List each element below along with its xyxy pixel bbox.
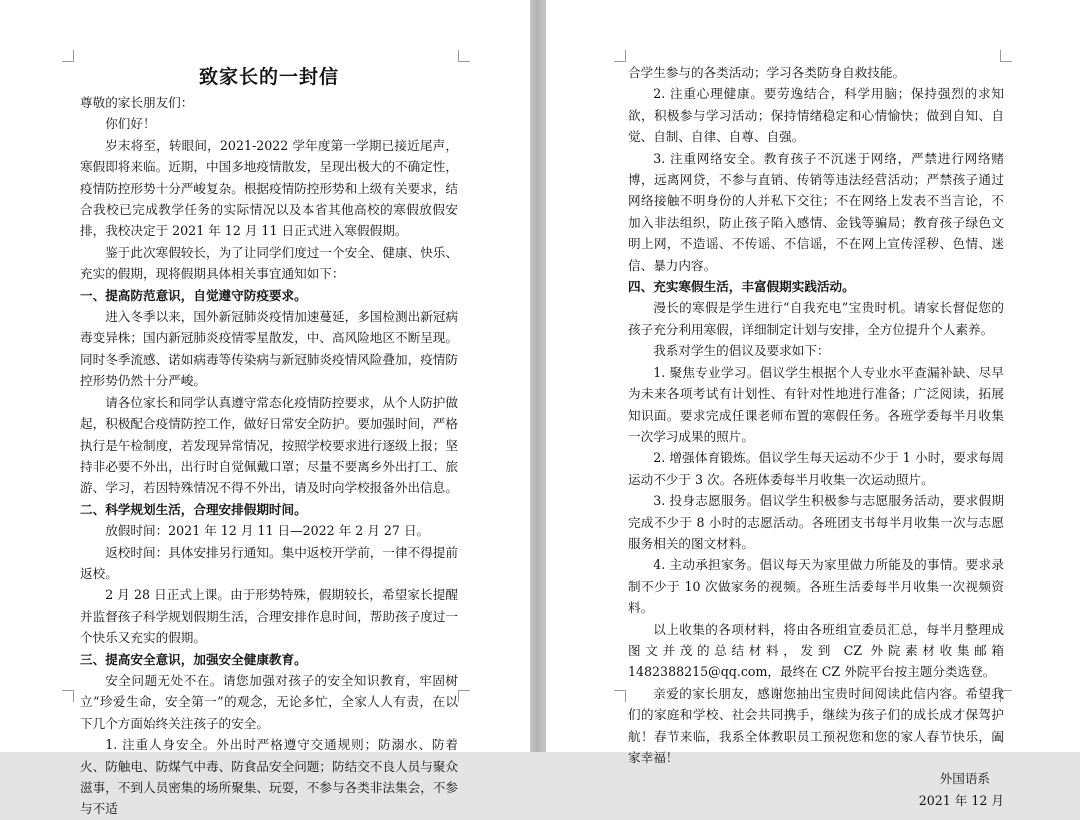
page-gutter [530,0,546,752]
body-paragraph: 2. 注重心理健康。要劳逸结合，科学用脑；保持强烈的求知欲，积极参与学习活动；保持情绪稳定和心情愉快；做到自知、自觉、自制、自律、自尊、自强。 [628,86,1004,145]
signature: 外国语系 [939,771,990,787]
hello-line: 你们好！ [105,116,156,132]
margin-corner-mark [614,690,626,702]
section-heading: 一、提高防范意识，自觉遵守防疫要求。 [80,287,307,303]
body-paragraph: 以上收集的各项材料，将由各班组宣委员汇总，每半月整理成图文并茂的总结材料，发到 CZ 外院素材收集邮箱 1482388215@qq.com，最终在 CZ 外院平台按主题分类选登。 [628,621,1004,680]
body-paragraph: 我系对学生的倡议及要求如下： [653,343,830,359]
body-paragraph: 进入冬季以来，国外新冠肺炎疫情加速蔓延，多国检测出新冠病毒变异株；国内新冠肺炎疫情零星散发，中、高风险地区不断呈现。同时冬季流感、诺如病毒等传染病与新冠肺炎疫情风险叠加，疫情防控形势仍然十分严峻。 [80,309,458,389]
section-heading: 二、科学规划生活，合理安排假期时间。 [80,501,307,517]
body-paragraph: 3. 投身志愿服务。倡议学生积极参与志愿服务活动，要求假期完成不少于 8 小时的志愿活动。各班团支书每半月收集一次与志愿服务相关的图文材料。 [628,493,1004,551]
body-paragraph: 1. 聚焦专业学习。倡议学生根据个人专业水平查漏补缺、尽早为未来各项考试有计划性、有针对性地进行准备；广泛阅读，拓展知识面。要求完成任课老师布置的寒假任务。各班学委每半月收集一次学习成果的照片。 [628,364,1004,444]
margin-corner-mark [458,690,470,702]
letter-date: 2021 年 12 月 [918,792,1004,808]
document-page-left [0,0,530,817]
margin-corner-mark [614,50,626,62]
left-page-text [80,62,458,817]
margin-corner-mark [458,50,470,62]
body-paragraph: 4. 主动承担家务。倡议每天为家里做力所能及的事情。要求录制不少于 10 次做家务的视频。各班生活委每半月收集一次视频资料。 [628,557,1004,616]
greeting: 尊敬的家长朋友们： [80,95,194,110]
right-page-text [628,62,1004,808]
document-page-right [546,0,1080,808]
margin-corner-mark [62,50,74,62]
margin-corner-mark [62,690,74,702]
body-paragraph: 合学生参与的各类活动；学习各类防身自救技能。 [628,65,906,80]
body-paragraph: 请各位家长和同学认真遵守常态化疫情防控要求，从个人防护做起，积极配合疫情防控工作，做好日常安全防护。要加强时间，严格执行是午检制度，若发现异常情况，按照学校要求进行逐级上报；坚持非必要不外出，出行时自觉佩戴口罩；尽量不要离乡外出打工、旅游、学习，若因特殊情况不得不外出，请及时向学校报备外出信息。 [80,394,458,496]
intro-paragraph: 鉴于此次寒假较长，为了让同学们度过一个安全、健康、快乐、充实的假期，现将假期具体相关事宜通知如下： [80,244,458,282]
body-paragraph: 放假时间：2021 年 12 月 11 日—2022 年 2 月 27 日。 [105,523,430,539]
body-paragraph: 3. 注重网络安全。教育孩子不沉迷于网络，严禁进行网络赌博，远离网贷，不参与直销、传销等违法经营活动；严禁孩子通过网络接触不明身份的人并私下交往；不在网络上发表不当言论，不加入非法组织，防止孩子陷入感情、金钱等骗局；教育孩子绿色文明上网，不造谣、不传谣、不信谣，不在网上宣传淫秽、色情、迷信、暴力内容。 [628,150,1004,273]
body-paragraph: 2. 增强体育锻炼。倡议学生每天运动不少于 1 小时，要求每周运动不少于 3 次。各班体委每半月收集一次运动照片。 [628,450,1004,487]
closing-paragraph: 亲爱的家长朋友，感谢您抽出宝贵时间阅读此信内容。希望我们的家庭和学校、社会共同携手，继续为孩子们的成长成才保驾护航！春节来临，我系全体教职员工预祝您和您的家人春节快乐，阖家幸福！ [628,685,1004,765]
intro-paragraph: 岁末将至，转眼间，2021-2022 学年度第一学期已接近尾声，寒假即将来临。近期，中国多地疫情散发，呈现出极大的不确定性，疫情防控形势十分严峻复杂。根据疫情防控形势和上级有关要求，结合我校已完成教学任务的实际情况以及本省其他高校的寒假放假安排，我校决定于 2021 年 12 月 11 日正式进入寒假假期。 [80,137,458,239]
body-paragraph: 2 月 28 日正式上课。由于形势特殊，假期较长，希望家长提醒并监督孩子科学规划假期生活，合理安排作息时间，帮助孩子度过一个快乐又充实的假期。 [80,587,458,646]
body-paragraph: 漫长的寒假是学生进行“自我充电”宝贵时机。请家长督促您的孩子充分利用寒假，详细制定计划与安排，全方位提升个人素养。 [628,300,1004,337]
section-heading: 三、提高安全意识，加强安全健康教育。 [80,651,307,667]
body-paragraph: 返校时间：具体安排另行通知。集中返校开学前，一律不得提前返校。 [80,544,458,581]
body-paragraph: 安全问题无处不在。请您加强对孩子的安全知识教育，牢固树立“珍爱生命，安全第一”的观念，无论多忙，全家人人有责，在以下几个方面始终关注孩子的安全。 [80,672,458,731]
margin-corner-mark [1000,50,1012,62]
section-heading: 四、充实寒假生活，丰富假期实践活动。 [628,279,855,295]
body-paragraph: 1. 注重人身安全。外出时严格遵守交通规则；防溺水、防着火、防触电、防煤气中毒、防食品安全问题；防结交不良人员与聚众滋事，不到人员密集的场所聚集、玩耍，不参与各类非法集会，不参与不适 [80,737,458,817]
letter-title: 致家长的一封信 [198,66,339,88]
